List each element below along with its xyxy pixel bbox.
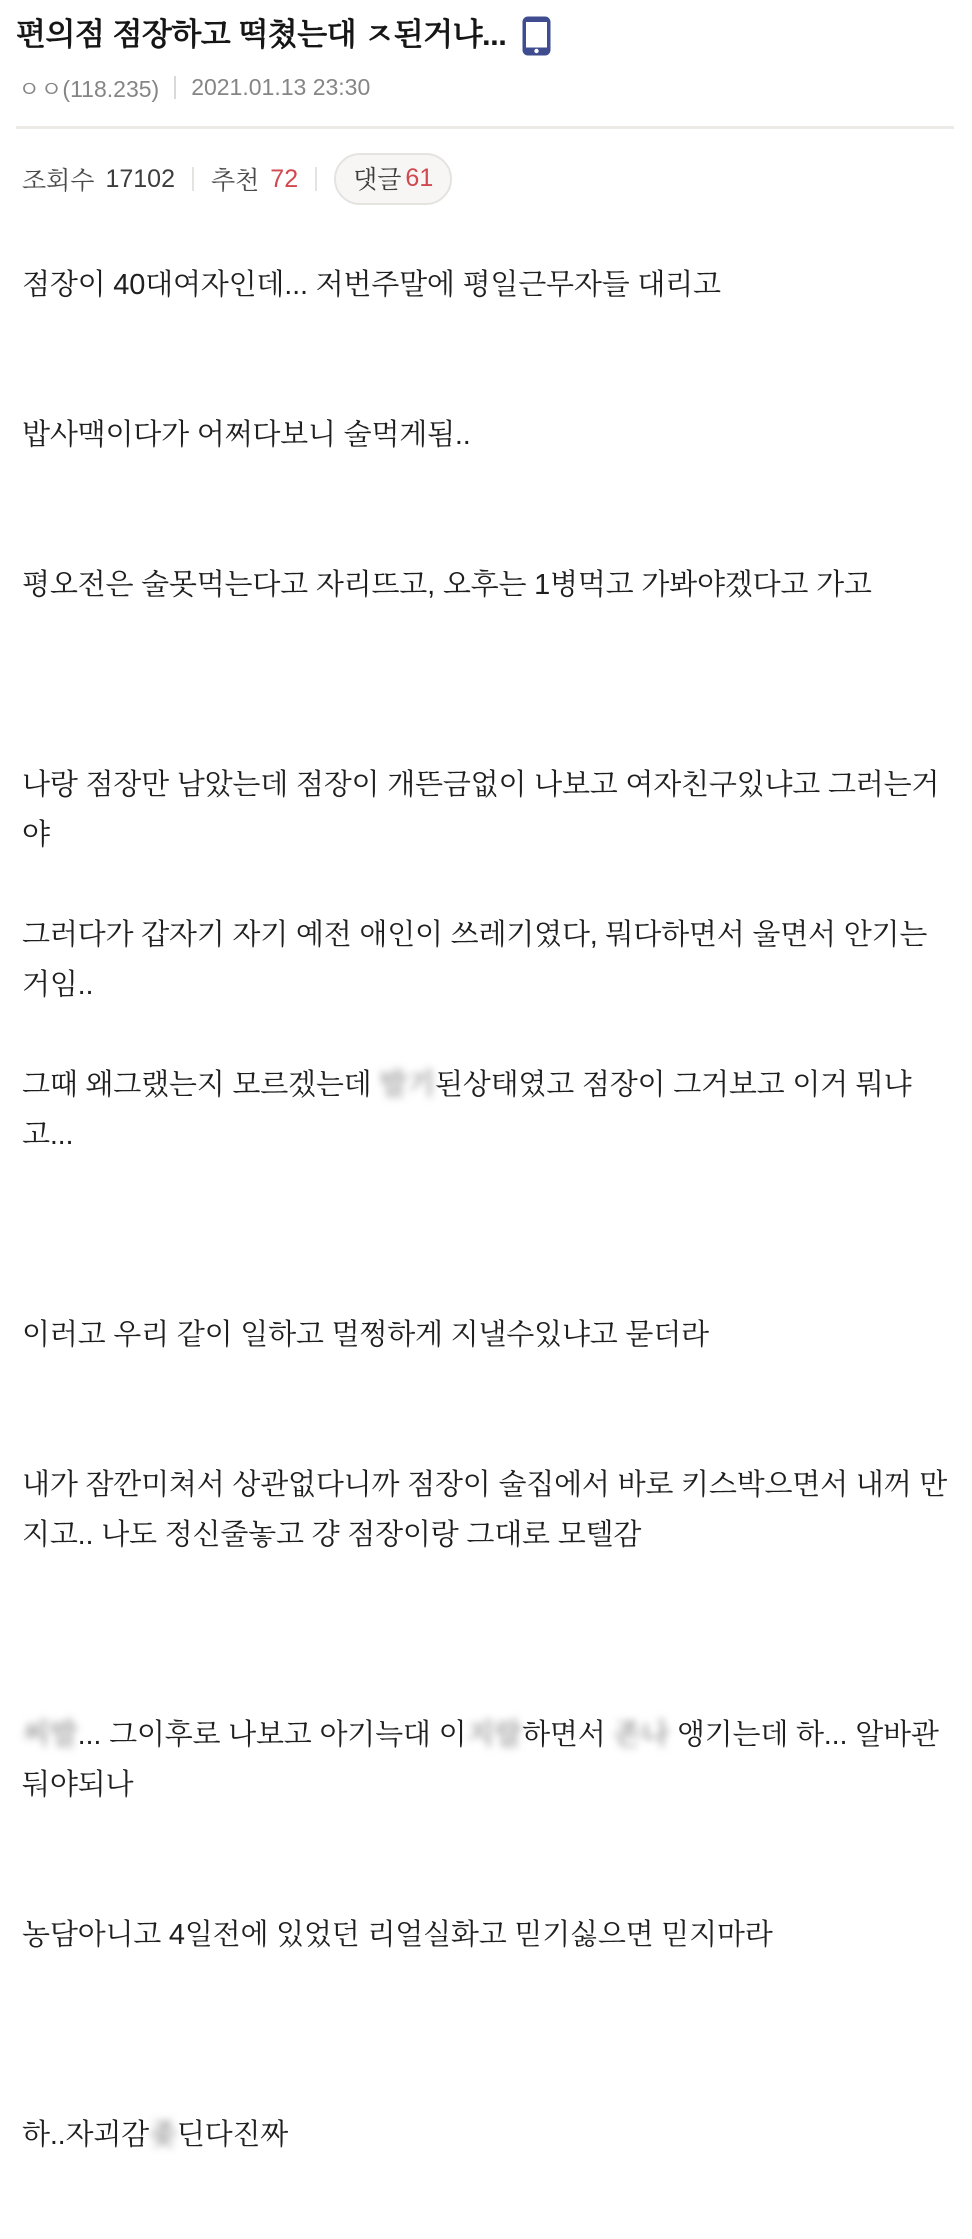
post-paragraph — [22, 1160, 952, 1210]
comments-badge[interactable] — [334, 153, 452, 205]
censored-text: 존나 — [613, 1719, 670, 1751]
post-paragraph — [22, 360, 952, 410]
post-paragraph — [22, 1310, 952, 1360]
body-text: ... 그이후로 나보고 아기늑대 이 — [77, 1719, 467, 1751]
meta-separator — [174, 76, 176, 99]
comments-label: 댓글 — [353, 166, 402, 194]
views-stat — [22, 161, 175, 197]
censored-text: 발기 — [379, 1069, 435, 1101]
body-text: 농담아니고 4일전에 있었던 리얼실화고 믿기싫으면 믿지마라 — [22, 1919, 773, 1951]
post-paragraph — [22, 1210, 952, 1260]
stats-separator — [315, 167, 317, 191]
views-value: 17102 — [105, 164, 175, 193]
post-paragraph — [22, 660, 952, 710]
post-paragraph — [22, 1410, 952, 1460]
post-paragraph — [22, 460, 952, 510]
stats-separator — [192, 167, 194, 191]
body-text: 된상태였고 점장이 그거보고 이거 뭐냐고... — [22, 1069, 912, 1151]
body-text: 점장이 40대여자인데... 저번주말에 평일근무자들 대리고 — [22, 269, 721, 301]
body-text: 내가 잠깐미쳐서 상관없다니까 점장이 술집에서 바로 키스박으면서 내꺼 만지고.. 나도 정신줄놓고 걍 점장이랑 그대로 모텔감 — [22, 1469, 948, 1551]
post-meta-row — [16, 71, 954, 104]
post-paragraph — [22, 1360, 952, 1410]
post-title-row — [16, 14, 954, 56]
post-paragraph — [22, 260, 952, 310]
body-text: 딘다진짜 — [176, 2119, 289, 2151]
post-body — [0, 205, 972, 2160]
comments-value: 61 — [405, 163, 434, 192]
post-paragraph — [22, 1460, 952, 1560]
post-paragraph — [22, 910, 952, 1010]
post-paragraph — [22, 1060, 952, 1160]
body-text: 그때 왜그랬는지 모르겠는데 — [22, 1069, 380, 1101]
post-paragraph — [22, 860, 952, 910]
censored-text: 씨발 — [22, 1719, 78, 1751]
body-text: 이러고 우리 같이 일하고 멀쩡하게 지낼수있냐고 묻더라 — [22, 1319, 709, 1351]
censored-text: 좆 — [148, 2119, 177, 2151]
post-author[interactable]: ㅇㅇ(118.235) — [18, 76, 160, 102]
post-title: 편의점 점장하고 떡쳤는대 ㅈ된거냐... — [16, 17, 507, 52]
views-label: 조회수 — [22, 167, 95, 195]
post-paragraph — [22, 1960, 952, 2010]
likes-label: 추천 — [210, 167, 260, 195]
post-paragraph — [22, 1710, 952, 1810]
body-text: 그러다가 갑자기 자기 예전 애인이 쓰레기였다, 뭐다하면서 울면서 안기는거임.. — [22, 919, 928, 1001]
post-paragraph — [22, 1610, 952, 1660]
post-timestamp: 2021.01.13 23:30 — [191, 74, 371, 100]
body-text: 밥사맥이다가 어쩌다보니 술먹게됨.. — [22, 419, 471, 451]
post-header — [0, 0, 972, 129]
post-paragraph — [22, 1010, 952, 1060]
mobile-phone-icon — [522, 16, 551, 56]
post-paragraph — [22, 710, 952, 760]
post-paragraph — [22, 510, 952, 560]
body-text: 평오전은 술못먹는다고 자리뜨고, 오후는 1병먹고 가봐야겠다고 가고 — [22, 569, 872, 601]
body-text: 하면서 — [522, 1719, 614, 1751]
post-paragraph — [22, 410, 952, 460]
body-text: 하..자괴감 — [22, 2119, 149, 2151]
post-paragraph — [22, 760, 952, 860]
post-paragraph — [22, 310, 952, 360]
post-paragraph — [22, 560, 952, 610]
post-paragraph — [22, 1660, 952, 1710]
likes-stat — [211, 161, 298, 197]
post-paragraph — [22, 610, 952, 660]
likes-value: 72 — [270, 164, 299, 193]
post-paragraph — [22, 1260, 952, 1310]
post-paragraph — [22, 1860, 952, 1910]
post-paragraph — [22, 2010, 952, 2060]
post-paragraph — [22, 1910, 952, 1960]
post-stats-row — [0, 129, 972, 205]
post-paragraph — [22, 2060, 952, 2110]
body-text: 앵기는데 하... 알바관둬야되나 — [22, 1719, 939, 1801]
post-paragraph — [22, 1560, 952, 1610]
body-text: 나랑 점장만 남았는데 점장이 개뜬금없이 나보고 여자친구있냐고 그러는거야 — [22, 769, 940, 851]
post-paragraph — [22, 1810, 952, 1860]
post-paragraph — [22, 2110, 952, 2160]
censored-text: 지랄 — [466, 1719, 523, 1751]
